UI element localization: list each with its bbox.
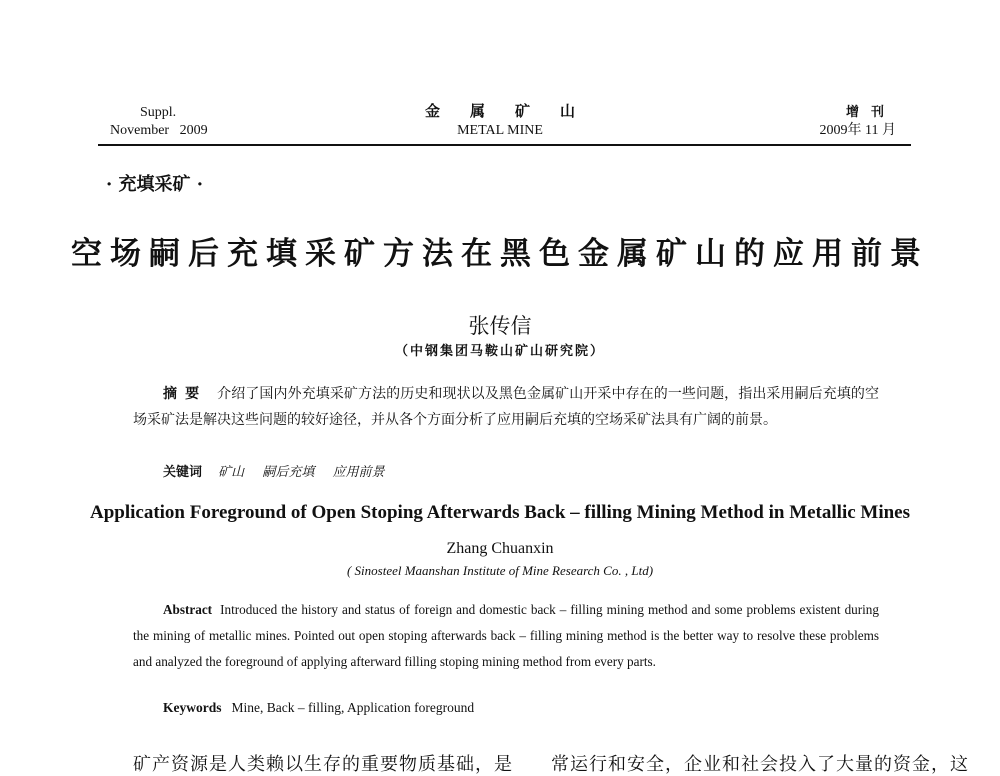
abstract-en <box>133 597 879 675</box>
title-cn: 空场嗣后充填采矿方法在黑色金属矿山的应用前景 <box>71 236 929 272</box>
author-cn: 张传信 <box>468 314 532 338</box>
journal-name-cn: 金属矿山 <box>424 102 605 120</box>
affiliation-en: ( Sinosteel Maanshan Institute of Mine Research Co. , Ltd) <box>346 563 654 578</box>
keywords-cn-label: 关键词 <box>163 465 203 480</box>
keywords-en <box>163 700 474 716</box>
column-tag: · 充填采矿 · <box>106 174 204 195</box>
issue-date-cn: 2009年 11 月 <box>819 123 896 138</box>
supplement-label-cn: 增刊 <box>845 105 896 120</box>
abstract-en-label: Abstract <box>163 602 213 617</box>
body-text-cutoff: 矿产资源是人类赖以生存的重要物质基础，是 常运行和安全，企业和社会投入了大量的资金，这 <box>133 754 969 775</box>
abstract-cn-label: 摘要 <box>163 386 208 402</box>
abstract-en-text: Introduced the history and status of foreign and domestic back – filling mining method and some problems existent during the mining of metallic mines. Pointed out open stoping afterwards back – filling mining method is the better way to resolve these problems and analyzed the foreground of applying afterward filling stoping mining method from every parts. <box>133 602 879 669</box>
title-en: Application Foreground of Open Stoping Afterwards Back – filling Mining Method in Metallic Mines <box>89 502 911 523</box>
supplement-label: Suppl. <box>140 105 177 120</box>
keyword-cn: 矿山 <box>218 465 245 480</box>
keywords-cn <box>163 461 398 480</box>
abstract-cn-text: 介绍了国内外充填采矿方法的历史和现状以及黑色金属矿山开采中存在的一些问题，指出采用嗣后充填的空场采矿法是解决这些问题的较好途径，并从各个方面分析了应用嗣后充填的空场采矿法具有广阔的前景。 <box>133 386 880 428</box>
abstract-cn <box>133 381 879 433</box>
author-en: Zhang Chuanxin <box>446 540 554 557</box>
header-right <box>820 104 896 140</box>
keyword-cn: 嗣后充填 <box>262 465 315 480</box>
keyword-cn: 应用前景 <box>332 465 385 480</box>
keywords-en-label: Keywords <box>163 700 222 715</box>
affiliation-cn: （中钢集团马鞍山矿山研究院） <box>394 344 605 359</box>
header-rule <box>98 144 911 146</box>
issue-date-en: November 2009 <box>110 123 208 138</box>
keywords-en-text: Mine, Back – filling, Application foreground <box>231 700 475 715</box>
journal-name-en: METAL MINE <box>457 123 543 138</box>
